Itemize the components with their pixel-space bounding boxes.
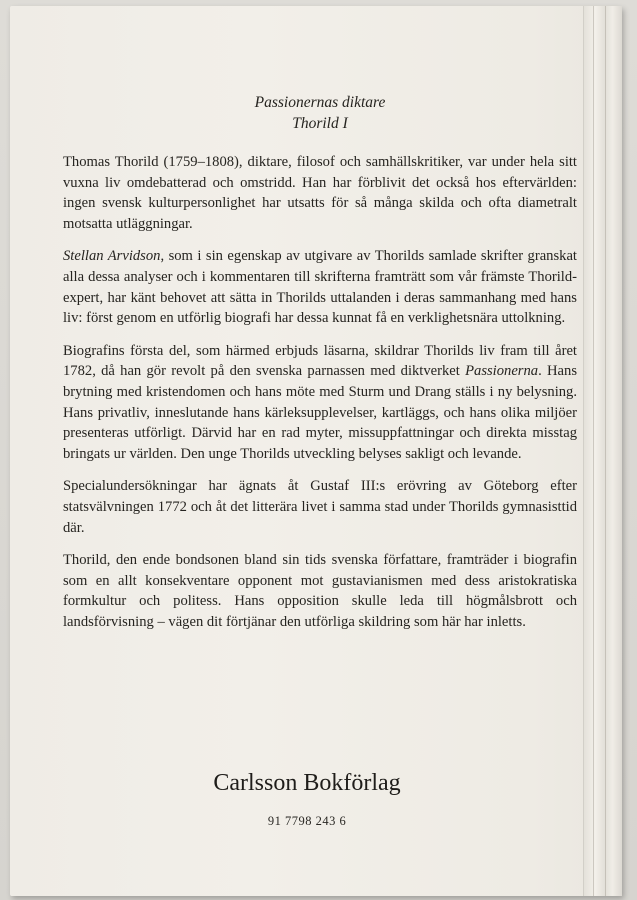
title-line-1: Passionernas diktare [254,94,386,111]
publisher-name: Carlsson Bokförlag [213,770,401,796]
paragraph-3 [63,341,577,465]
spine-crease [593,6,594,896]
work-title: Passionerna [465,363,539,380]
paragraph-3-text-a: Biografins första del, som härmed erbjuds läsarna, skildrar Thorilds liv fram till året 1782, då han gör revolt på den svenska parnassen med diktverket [63,342,577,380]
book-title [63,92,577,134]
paragraph-1: Thomas Thorild (1759–1808), diktare, filosof och samhällskritiker, var under hela sitt vuxna liv omdebatterad och omstridd. Han har förblivit det också hos eftervärlden: ingen svensk kulturpersonlighet har utsatts för så många skilda och ofta diametralt motsatta utläggningar. [63,154,577,232]
paragraph-3-text-b: . Hans brytning med kristendomen och hans möte med Sturm und Drang ställs i ny belysning. Hans privatliv, inneslutande hans kärleksupplevelser, kartläggs, och hans olika miljöer presenteras utförligt. Därvid har en rad myter, missuppfattningar och direkta misstag bringats ur världen. Den unge Thorilds utveckling belyses sakligt och levande. [63,363,577,462]
book-back-cover [10,6,622,896]
title-line-2: Thorild I [292,115,348,132]
author-name: Stellan Arvidson [63,248,161,265]
paragraph-5: Thorild, den ende bondsonen bland sin tids svenska författare, framträder i biografin som en allt konsekventare opponent mot gustavianismen med dess aristokratiska formkultur och politess. Hans opposition skulle leda till högmålsbrott och landsförvisning – vägen dit förtjänar den utförliga skildring som här har inletts. [63,552,577,630]
paragraph-2 [63,246,577,328]
paragraph-4: Specialundersökningar har ägnats åt Gustaf III:s erövring av Göteborg efter statsvälvningen 1772 och åt det litterära livet i samma stad under Thorilds gymnasisttid där. [63,478,577,536]
paragraph-2-text: , som i sin egenskap av utgivare av Thorilds samlade skrifter granskat alla dessa analyser och i kommentaren till skrifterna framträtt som vår främste Thorild-expert, har känt behovet att sätta in Thorilds uttalanden i deras sammanhang med hans liv: först genom en utförlig biografi har dessa kunnat få en verklighetsnära uttolkning. [63,248,577,327]
book-spine-edge [583,6,622,896]
isbn-number: 91 7798 243 6 [267,814,347,828]
blurb-block [63,92,577,644]
spine-crease [605,6,606,896]
